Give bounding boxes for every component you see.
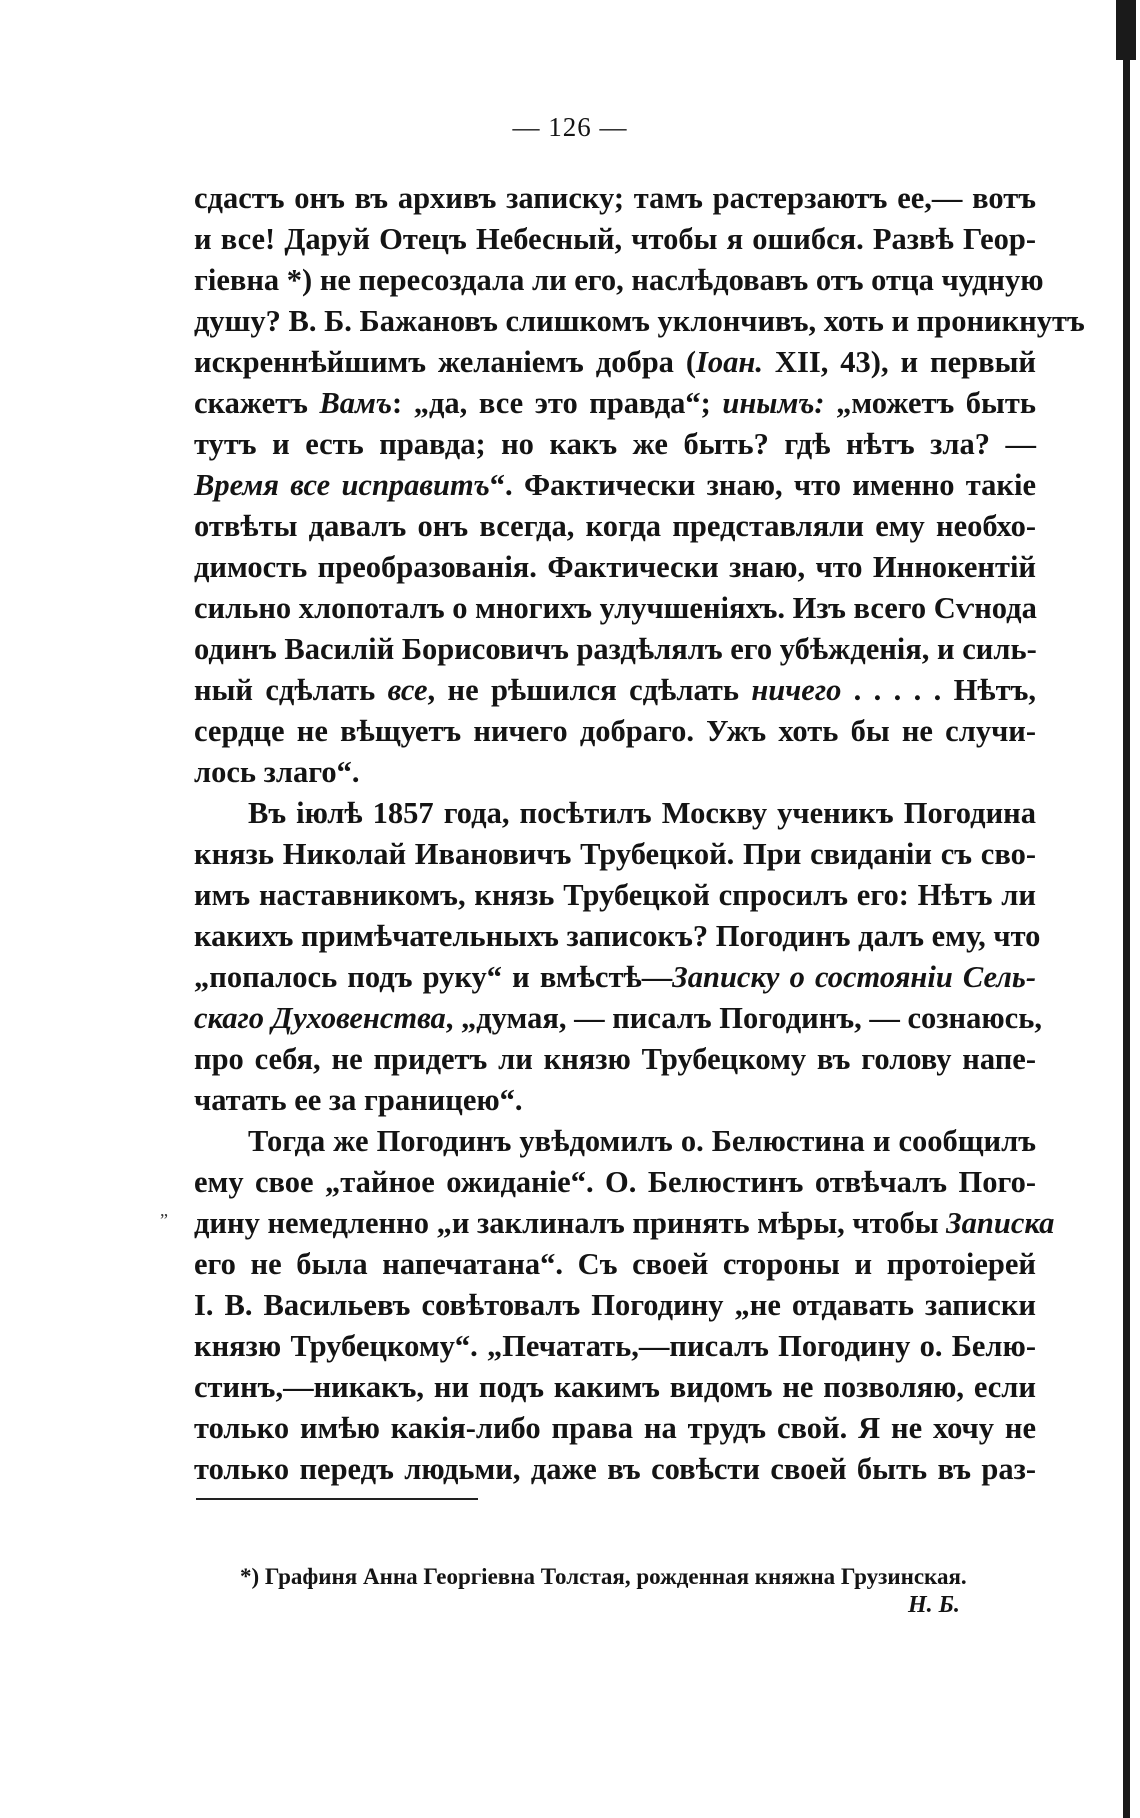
text-span: Въ іюлѣ 1857 года, посѣтилъ Москву ученикъ Погодина: [248, 796, 1036, 830]
text-line: [194, 916, 1041, 957]
text-line: [194, 1449, 1036, 1490]
text-line: [194, 834, 1036, 875]
text-span: “. Фактически знаю, что именно такіе: [489, 468, 1036, 502]
text-span: дину немедленно „и заклиналъ принять мѣры, чтобы: [194, 1206, 947, 1240]
text-span: какихъ примѣчательныхъ записокъ? Погодинъ далъ ему, что: [194, 919, 1041, 953]
text-line: [194, 1039, 1036, 1080]
text-line: [194, 1162, 1036, 1203]
text-span: І. В. Васильевъ совѣтовалъ Погодину „не отдавать записки: [194, 1288, 1036, 1322]
text-span: , „думая, — писалъ Погодинъ, — сознаюсь,: [445, 1001, 1042, 1035]
text-line: [194, 547, 1036, 588]
italic-text-span: Іоан.: [696, 345, 763, 379]
text-span: его не была напечатана“. Съ своей стороны и протоіерей: [194, 1247, 1036, 1281]
text-line: [194, 1367, 1036, 1408]
text-line: [194, 752, 1036, 793]
text-span: одинъ Василій Борисовичъ раздѣлялъ его убѣжденія, и силь-: [194, 632, 1037, 666]
text-span: сильно хлопоталъ о многихъ улучшеніяхъ. Изъ всего Сѵнода: [194, 591, 1037, 625]
text-line: [194, 1080, 1036, 1121]
text-span: имъ наставникомъ, князь Трубецкой спросилъ его: Нѣтъ ли: [194, 878, 1036, 912]
text-span: только имѣю какія-либо права на трудъ свой. Я не хочу не: [194, 1411, 1036, 1445]
page-number: — 126 —: [512, 112, 628, 142]
text-span: сдастъ онъ въ архивъ записку; тамъ растерзаютъ ее,— вотъ: [194, 181, 1036, 215]
italic-text-span: скаго Духовенства: [194, 1001, 446, 1035]
italic-text-span: Записка: [946, 1206, 1055, 1240]
text-line: [194, 1203, 1055, 1244]
text-line: [194, 506, 1036, 547]
text-span: стинъ,—никакъ, ни подъ какимъ видомъ не позволяю, если: [194, 1370, 1036, 1404]
text-span: Тогда же Погодинъ увѣдомилъ о. Белюстина и сообщилъ: [248, 1124, 1036, 1158]
text-span: искреннѣйшимъ желаніемъ добра (: [194, 345, 697, 379]
page-edge-shadow: [1123, 0, 1130, 1818]
text-span: „можетъ быть: [824, 386, 1036, 420]
text-span: . . . . . Нѣтъ,: [841, 673, 1036, 707]
main-text: [194, 178, 1085, 1490]
text-line: [194, 875, 1036, 916]
text-span: чатать ее за границею“.: [194, 1083, 523, 1117]
text-span: тутъ и есть правда; но какъ же быть? гдѣ нѣтъ зла? —: [194, 427, 1036, 461]
text-span: „попалось подъ руку“ и вмѣстѣ—: [194, 960, 673, 994]
text-span: XII, 43), и первый: [762, 345, 1036, 379]
text-span: про себя, не придетъ ли князю Трубецкому въ голову напе-: [194, 1042, 1036, 1076]
text-line: [194, 711, 1036, 752]
text-span: сердце не вѣщуетъ ничего добраго. Ужъ хоть бы не случи-: [194, 714, 1036, 748]
text-line: [194, 1285, 1036, 1326]
text-line: [194, 588, 1036, 629]
text-span: : „да, все это правда“;: [392, 386, 723, 420]
text-line: [194, 260, 1044, 301]
margin-mark: ”: [160, 1210, 168, 1230]
text-line: [194, 793, 1036, 834]
text-span: димость преобразованія. Фактически знаю, что Иннокентій: [194, 550, 1036, 584]
text-line: [194, 383, 1036, 424]
text-line: [194, 629, 1036, 670]
footnote-text: *) Графиня Анна Георгіевна Толстая, рожденная княжна Грузинская.: [240, 1564, 967, 1589]
text-span: отвѣты давалъ онъ всегда, когда представляли ему необхо-: [194, 509, 1036, 543]
text-line: [194, 342, 1036, 383]
italic-text-span: инымъ:: [722, 386, 825, 420]
text-line: [194, 1244, 1036, 1285]
text-line: [194, 219, 1036, 260]
text-span: душу? В. Б. Бажановъ слишкомъ уклончивъ, хоть и проникнутъ: [194, 304, 1085, 338]
italic-text-span: Записку о состояніи Сель-: [672, 960, 1036, 994]
text-line: [194, 1408, 1036, 1449]
text-span: только передъ людьми, даже въ совѣсти своей быть въ раз-: [194, 1452, 1036, 1486]
text-span: князь Николай Ивановичъ Трубецкой. При свиданіи съ сво-: [194, 837, 1036, 871]
text-span: гіевна *) не пересоздала ли его, наслѣдовавъ отъ отца чудную: [194, 263, 1044, 297]
footnote-signature: Н. Б.: [908, 1592, 960, 1618]
text-line: [194, 178, 1036, 219]
text-line: [194, 1121, 1036, 1162]
text-span: скажетъ: [194, 386, 320, 420]
text-line: [194, 998, 1042, 1039]
text-span: князю Трубецкому“. „Печатать,—писалъ Погодину о. Белю-: [194, 1329, 1036, 1363]
text-line: [194, 465, 1036, 506]
text-span: лось злаго“.: [194, 755, 360, 789]
footnote-divider: [196, 1498, 478, 1500]
text-line: [194, 424, 1036, 465]
italic-text-span: Вамъ: [319, 386, 393, 420]
text-span: ный сдѣлать: [194, 673, 388, 707]
page-edge-shadow-top: [1116, 0, 1136, 60]
text-span: ему свое „тайное ожиданіе“. О. Белюстинъ отвѣчалъ Пого-: [194, 1165, 1036, 1199]
text-line: [194, 957, 1036, 998]
text-span: , не рѣшился сдѣлать: [427, 673, 752, 707]
text-line: [194, 301, 1085, 342]
text-line: [194, 1326, 1036, 1367]
text-line: [194, 670, 1036, 711]
italic-text-span: все: [387, 673, 428, 707]
italic-text-span: Время все исправитъ: [194, 468, 490, 502]
text-span: и все! Даруй Отецъ Небесный, чтобы я ошибся. Развѣ Геор-: [194, 222, 1036, 256]
italic-text-span: ничего: [751, 673, 842, 707]
